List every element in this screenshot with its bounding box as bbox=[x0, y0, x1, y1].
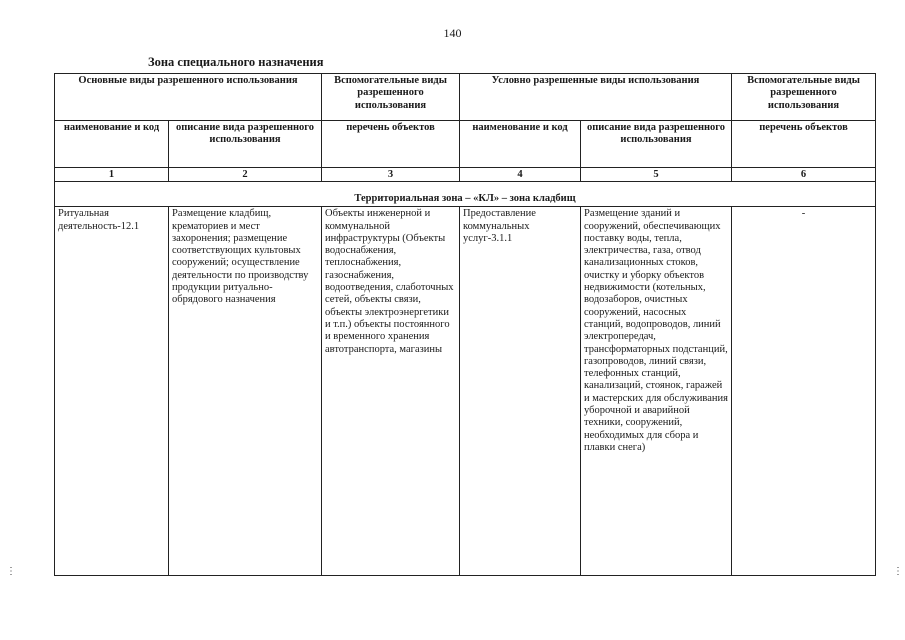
column-number: 2 bbox=[169, 168, 322, 182]
sub-header-aux-objects: перечень объектов bbox=[322, 121, 460, 168]
column-number: 3 bbox=[322, 168, 460, 182]
sub-header-cond-aux-objects: перечень объектов bbox=[732, 121, 876, 168]
cell-main-name: Ритуальная деятельность-12.1 bbox=[55, 207, 169, 576]
column-number-row bbox=[55, 168, 876, 182]
sub-header-main-name: наименование и код bbox=[55, 121, 169, 168]
sub-header-main-desc: описание вида разрешенного использования bbox=[169, 121, 322, 168]
page-number: 140 bbox=[443, 26, 462, 40]
zone-title-row bbox=[55, 182, 876, 207]
left-margin-mark: ⋮ bbox=[6, 566, 16, 577]
column-number: 6 bbox=[732, 168, 876, 182]
sub-header-cond-name: наименование и код bbox=[460, 121, 581, 168]
group-header-row bbox=[55, 74, 876, 121]
zone-title bbox=[55, 182, 876, 207]
column-number: 1 bbox=[55, 168, 169, 182]
sub-header-row bbox=[55, 121, 876, 168]
table-row bbox=[55, 207, 876, 576]
column-number: 5 bbox=[581, 168, 732, 182]
zone-title-text: Территориальная зона – «КЛ» – зона кладбищ bbox=[354, 193, 576, 204]
cell-cond-name: Предоставление коммунальных услуг-3.1.1 bbox=[460, 207, 581, 576]
permitted-use-table bbox=[54, 73, 876, 576]
cell-aux-objects: Объекты инженерной и коммунальной инфраструктуры (Объекты водоснабжения, теплоснабжения, газоснабжения, водоотведения, слаботочных сетей, объекты связи, объекты электроэнергетики и т.п.) объекты постоянного и временного хранения автотранспорта, магазины bbox=[322, 207, 460, 576]
cell-cond-aux-objects: - bbox=[732, 207, 876, 576]
group-header-aux-uses: Вспомогательные виды разрешенного использования bbox=[322, 74, 460, 121]
group-header-conditional-aux-uses: Вспомогательные виды разрешенного использования bbox=[732, 74, 876, 121]
document-title: Зона специального назначения bbox=[148, 55, 324, 69]
sub-header-cond-desc: описание вида разрешенного использования bbox=[581, 121, 732, 168]
group-header-conditional-uses: Условно разрешенные виды использования bbox=[460, 74, 732, 121]
group-header-main-uses: Основные виды разрешенного использования bbox=[55, 74, 322, 121]
cell-cond-desc: Размещение зданий и сооружений, обеспечивающих поставку воды, тепла, электричества, газа, отвод канализационных стоков, очистку и уборку объектов недвижимости (котельных, водозаборов, очистных сооружений, насосных станций, водопроводов, линий электропередач, трансформаторных подстанций, газопроводов, линий связи, телефонных станций, канализаций, стоянок, гаражей и мастерских для обслуживания уборочной и аварийной техники, сооружений, необходимых для сбора и плавки снега) bbox=[581, 207, 732, 576]
column-number: 4 bbox=[460, 168, 581, 182]
right-margin-mark: ⋮ bbox=[893, 566, 903, 577]
cell-main-desc: Размещение кладбищ, крематориев и мест захоронения; размещение соответствующих культовых сооружений; осуществление деятельности по производству продукции ритуально-обрядового назначения bbox=[169, 207, 322, 576]
